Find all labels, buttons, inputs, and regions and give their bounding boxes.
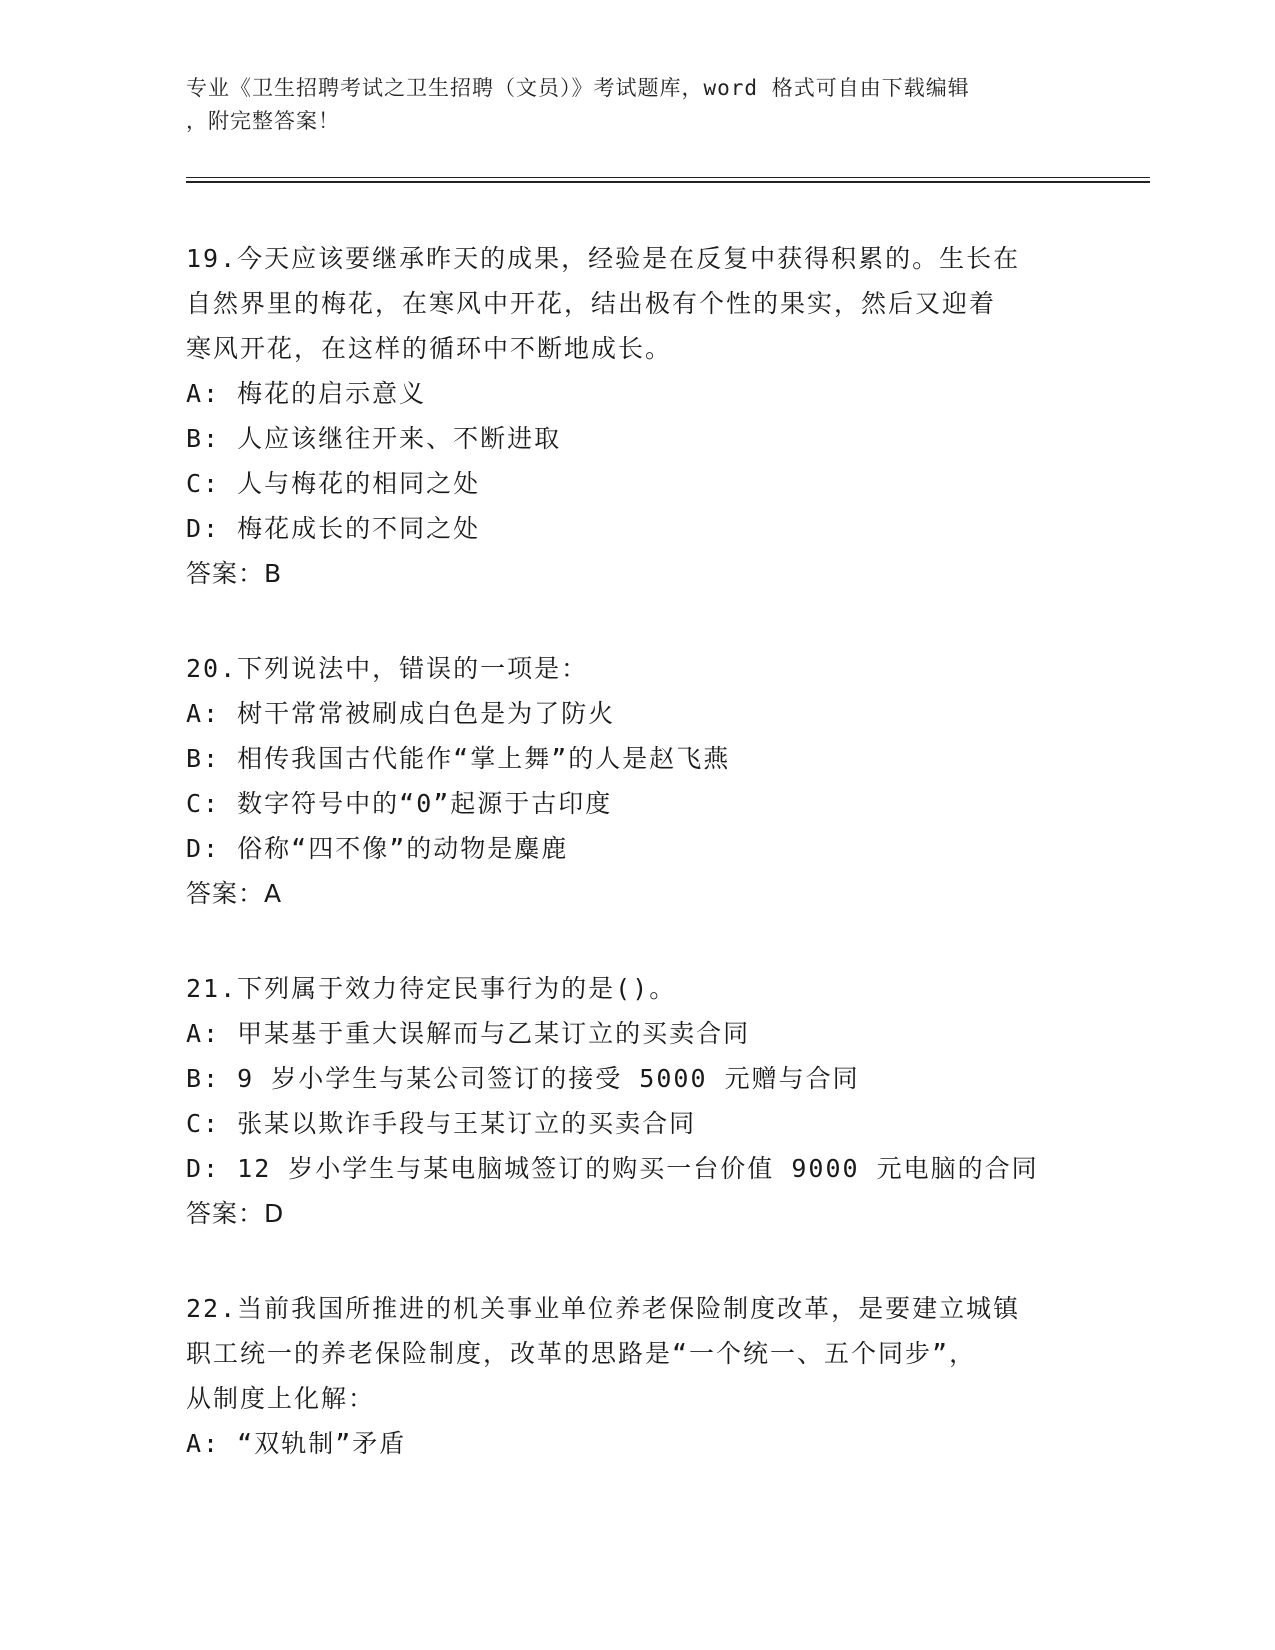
- option-a: A: 树干常常被刷成白色是为了防火: [186, 699, 616, 728]
- answer-label: 答案：A: [186, 879, 283, 908]
- question-21: [186, 966, 1076, 1236]
- header-divider-thick: [186, 181, 1150, 183]
- question-20: [186, 646, 1076, 916]
- answer-label: 答案：B: [186, 559, 283, 588]
- option-a: A: “双轨制”矛盾: [186, 1429, 407, 1458]
- option-a: A: 甲某基于重大误解而与乙某订立的买卖合同: [186, 1019, 751, 1048]
- answer-label: 答案：D: [186, 1199, 285, 1228]
- option-b: B: 相传我国古代能作“掌上舞”的人是赵飞燕: [186, 744, 731, 773]
- header-text-line-2: ，附完整答案！: [186, 109, 340, 133]
- document-header: [186, 72, 1066, 138]
- question-stem-line: 22.当前我国所推进的机关事业单位养老保险制度改革，是要建立城镇: [186, 1294, 1021, 1323]
- question-stem: [186, 1286, 1076, 1421]
- option-c: C: 人与梅花的相同之处: [186, 469, 481, 498]
- header-divider-thin: [186, 177, 1150, 178]
- question-stem: [186, 236, 1076, 371]
- question-stem-line: 自然界里的梅花，在寒风中开花，结出极有个性的果实，然后又迎着: [186, 289, 997, 318]
- question-stem-line: 职工统一的养老保险制度，改革的思路是“一个统一、五个同步”，: [186, 1339, 977, 1368]
- option-d: D: 俗称“四不像”的动物是麋鹿: [186, 834, 569, 863]
- question-19: [186, 236, 1076, 596]
- option-b: B: 9 岁小学生与某公司签订的接受 5000 元赠与合同: [186, 1064, 860, 1093]
- question-stem-line: 19.今天应该要继承昨天的成果，经验是在反复中获得积累的。生长在: [186, 244, 1021, 273]
- option-b: B: 人应该继往开来、不断进取: [186, 424, 562, 453]
- question-stem-line: 20.下列说法中，错误的一项是：: [186, 654, 589, 683]
- option-d: D: 12 岁小学生与某电脑城签订的购买一台价值 9000 元电脑的合同: [186, 1154, 1039, 1183]
- header-text-line-1: 专业《卫生招聘考试之卫生招聘（文员）》考试题库，word 格式可自由下载编辑: [186, 76, 970, 100]
- option-c: C: 张某以欺诈手段与王某订立的买卖合同: [186, 1109, 697, 1138]
- option-c: C: 数字符号中的“0”起源于古印度: [186, 789, 613, 818]
- question-stem-line: 寒风开花，在这样的循环中不断地成长。: [186, 334, 673, 363]
- question-stem-line: 从制度上化解：: [186, 1384, 376, 1413]
- question-stem: [186, 646, 1076, 691]
- option-a: A: 梅花的启示意义: [186, 379, 427, 408]
- question-22: [186, 1286, 1076, 1466]
- question-stem-line: 21.下列属于效力待定民事行为的是()。: [186, 974, 677, 1003]
- option-d: D: 梅花成长的不同之处: [186, 514, 481, 543]
- question-stem: [186, 966, 1076, 1011]
